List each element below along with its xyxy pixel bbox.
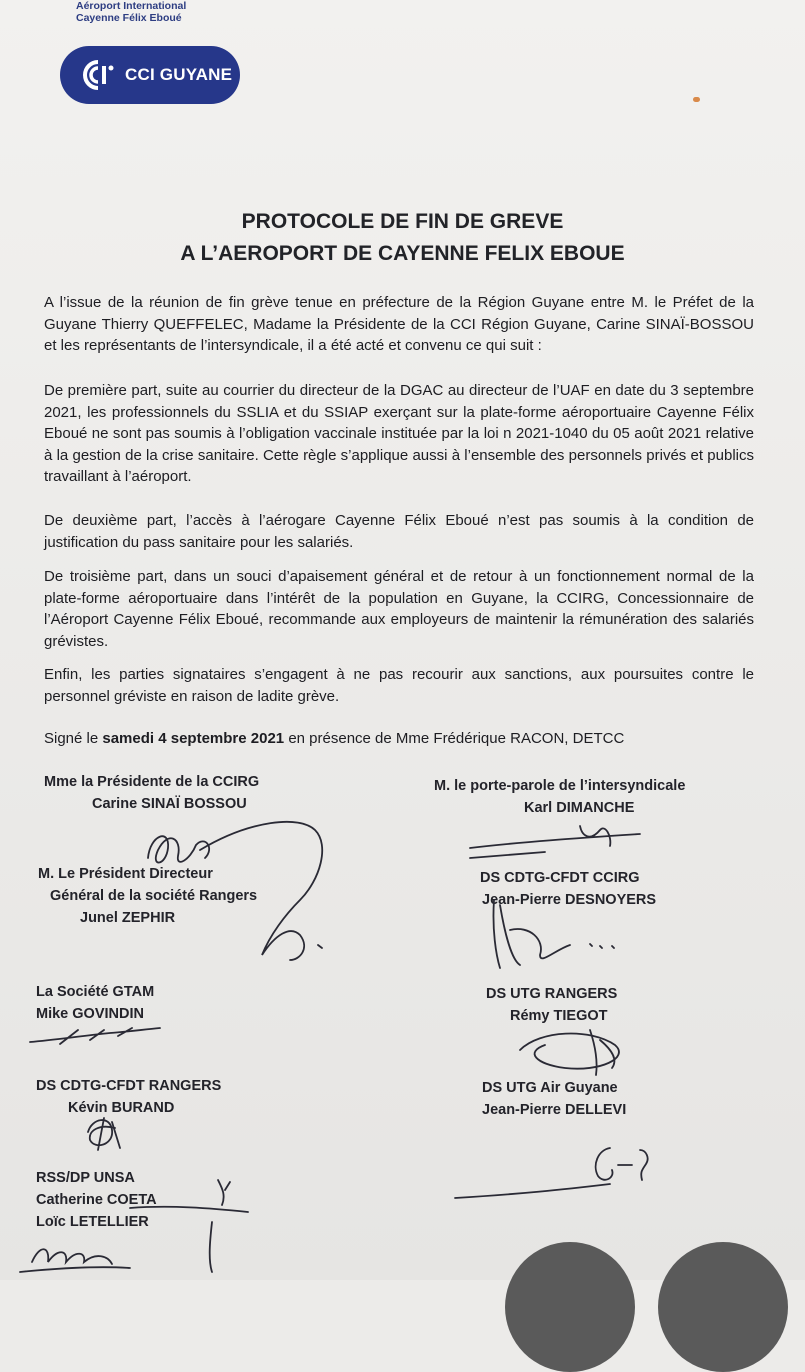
sig-right-1-name: Karl DIMANCHE [524,800,635,816]
signed-line: Signé le samedi 4 septembre 2021 en présence de Mme Frédérique RACON, DETCC [44,730,625,747]
sig-left-5-role: RSS/DP UNSA [36,1170,135,1186]
sig-right-4-role: DS UTG Air Guyane [482,1080,618,1096]
paper-speck [693,97,700,102]
sig-left-2-role: M. Le Président Directeur [38,866,213,882]
sig-right-3-name: Rémy TIEGOT [510,1008,608,1024]
sig-left-2-name: Junel ZEPHIR [80,910,176,926]
stamp-right [658,1242,788,1372]
sig-left-5-name2: Loïc LETELLIER [36,1214,149,1230]
sig-right-1-role: M. le porte-parole de l’intersyndicale [434,778,686,794]
sig-left-1-role: Mme la Présidente de la CCIRG [44,774,260,790]
intro-paragraph: A l’issue de la réunion de fin grève tenue en préfecture de la Région Guyane entre M. le Préfet de la Guyane Thierry QUEFFELEC, Madame la Présidente de la CCI Région Guyane, Carine SINAÏ-BOSSOU et les représentants de l’intersyndicale, il a été acté et convenu ce qui suit : [44,294,754,354]
sig-left-4-name: Kévin BURAND [68,1100,175,1116]
sig-right-2-name: Jean-Pierre DESNOYERS [482,892,657,908]
title-line-1: PROTOCOLE DE FIN DE GREVE [241,210,564,233]
sig-right-2-role: DS CDTG-CFDT CCIRG [480,870,640,886]
logo-text: CCI GUYANE [125,65,233,84]
paragraph-third: De troisième part, dans un souci d’apaisement général et de retour à un fonctionnement normal de la plate-forme aéroportuaire dans l’intérêt de la population en Guyane, la CCIRG, Concessionnaire de l’Aéroport Cayenne Félix Eboué, recommande aux employeurs de maintenir la rémunération des salariés grévistes. [44,568,754,650]
sig-right-4-name: Jean-Pierre DELLEVI [482,1102,627,1118]
cci-logo-icon [78,57,118,93]
sig-left-3-role: La Société GTAM [36,984,155,1000]
paragraph-first: De première part, suite au courrier du directeur de la DGAC au directeur de l’UAF en date du 3 septembre 2021, les professionnels du SSLIA et du SSIAP exerçant sur la plate-forme aéroportuaire Cayenne Félix Eboué ne sont pas soumis à l’obligation vaccinale instituée par la loi n 2021-1040 du 05 août 2021 relative à la gestion de la crise sanitaire. Cette règle s’applique aussi à l’ensemble des personnels privés et publics travaillant à l’aéroport. [44,382,754,485]
sig-left-4-role: DS CDTG-CFDT RANGERS [36,1078,222,1094]
paragraph-second: De deuxième part, l’accès à l’aérogare Cayenne Félix Eboué n’est pas soumis à la condition de justification du pass sanitaire pour les salariés. [44,512,754,551]
airport-name: Aéroport International Cayenne Félix Eboué [76,0,187,24]
title-line-2: A L’AEROPORT DE CAYENNE FELIX EBOUE [180,242,625,265]
cci-guyane-logo [60,46,240,104]
stamp-left [505,1242,635,1372]
paragraph-fourth: Enfin, les parties signataires s’engagent à ne pas recourir aux sanctions, aux poursuites contre le personnel gréviste en raison de ladite grève. [44,666,754,705]
sig-right-3-role: DS UTG RANGERS [486,986,618,1002]
sig-left-3-name: Mike GOVINDIN [36,1006,144,1022]
sig-left-2-role2: Général de la société Rangers [50,888,258,904]
sig-left-1-name: Carine SINAÏ BOSSOU [92,796,247,812]
sig-left-5-name: Catherine COETA [36,1192,157,1208]
